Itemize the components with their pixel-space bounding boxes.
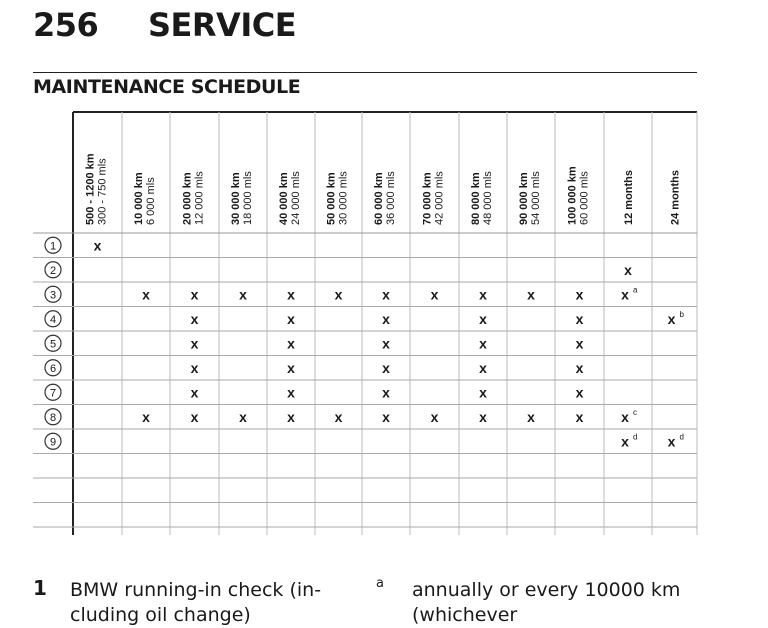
schedule-footnote-ref: d: [633, 432, 638, 442]
schedule-mark: x: [575, 310, 584, 327]
row-number-label: 9: [49, 436, 57, 449]
column-header-km: 80 000 km: [470, 172, 482, 225]
column-header-mls: 36 000 mls: [385, 171, 397, 225]
schedule-footnote-ref: b: [679, 309, 684, 319]
schedule-mark: x: [142, 408, 150, 425]
schedule-mark: x: [190, 359, 199, 376]
schedule-mark: x: [239, 286, 247, 303]
column-header-km: 90 000 km: [518, 172, 530, 225]
column-header-mls: 60 000 mls: [578, 171, 591, 225]
column-header-km: 40 000 km: [278, 172, 290, 225]
schedule-mark: x: [287, 359, 295, 376]
schedule-footnote-ref: a: [633, 285, 638, 295]
schedule-mark: x: [287, 335, 295, 352]
schedule-mark: x: [479, 408, 487, 425]
schedule-mark: x: [621, 433, 629, 450]
schedule-mark: x: [575, 384, 584, 401]
schedule-mark: x: [287, 310, 295, 327]
schedule-mark: x: [190, 335, 199, 352]
column-header-mls: 48 000 mls: [482, 171, 494, 225]
schedule-mark: x: [575, 335, 584, 352]
schedule-mark: x: [575, 286, 584, 303]
column-header-km: 20 000 km: [181, 172, 194, 225]
schedule-mark: x: [621, 408, 629, 425]
schedule-mark: x: [527, 408, 535, 425]
schedule-mark: x: [479, 335, 487, 352]
footnote-item-number: 1: [33, 576, 47, 600]
row-number-label: 7: [49, 387, 57, 400]
schedule-mark: x: [621, 286, 629, 303]
schedule-footnote-ref: c: [633, 407, 637, 417]
column-header-km: 500 - 1200 km: [84, 153, 97, 225]
column-header-mls: 30 000 mls: [337, 171, 350, 225]
column-header-mls: 54 000 mls: [530, 171, 542, 225]
schedule-mark: x: [479, 310, 487, 327]
schedule-mark: x: [334, 408, 343, 425]
page-title: SERVICE: [148, 6, 297, 44]
schedule-mark: x: [142, 286, 150, 303]
schedule-mark: x: [479, 286, 487, 303]
schedule-mark: x: [479, 359, 487, 376]
schedule-mark: x: [190, 286, 199, 303]
column-header-km: 60 000 km: [373, 172, 385, 225]
schedule-mark: x: [287, 286, 295, 303]
footnote-item-text: BMW running-in check (in-cluding oil change): [70, 579, 322, 626]
schedule-mark: x: [430, 286, 439, 303]
column-header-km: 24 months: [669, 169, 682, 225]
footnote-letter: a: [376, 576, 384, 591]
schedule-mark: x: [239, 408, 247, 425]
schedule-mark: x: [575, 408, 584, 425]
schedule-mark: x: [575, 359, 584, 376]
column-header-mls: 12 000 mls: [193, 171, 206, 225]
column-header-km: 30 000 km: [230, 172, 242, 225]
column-header-mls: 6 000 mls: [145, 177, 157, 225]
schedule-mark: x: [430, 408, 439, 425]
column-header-mls: 24 000 mls: [290, 171, 302, 225]
column-header-km: 100 000 km: [566, 166, 579, 225]
column-header-km: 12 months: [623, 169, 635, 225]
row-number-label: 3: [49, 289, 57, 302]
schedule-mark: x: [667, 310, 676, 327]
column-header-mls: 42 000 mls: [433, 171, 446, 225]
row-number-label: 8: [49, 411, 57, 424]
schedule-mark: x: [382, 310, 390, 327]
schedule-mark: x: [382, 359, 390, 376]
schedule-mark: x: [382, 408, 390, 425]
schedule-mark: x: [479, 384, 487, 401]
row-number-label: 4: [49, 313, 57, 326]
section-title: MAINTENANCE SCHEDULE: [33, 76, 301, 98]
row-number-label: 6: [49, 362, 57, 375]
schedule-mark: x: [624, 261, 632, 278]
column-header-km: 50 000 km: [325, 172, 338, 225]
row-number-label: 2: [49, 264, 57, 277]
column-header-km: 70 000 km: [421, 172, 434, 225]
column-header-km: 10 000 km: [133, 172, 145, 225]
column-header-mls: 300 - 750 mls: [96, 158, 109, 225]
schedule-mark: x: [382, 335, 390, 352]
row-number-label: 1: [49, 240, 57, 253]
schedule-mark: x: [190, 408, 199, 425]
column-header-mls: 18 000 mls: [242, 171, 254, 225]
schedule-footnote-ref: d: [679, 432, 684, 442]
schedule-mark: x: [287, 384, 295, 401]
schedule-mark: x: [667, 433, 676, 450]
schedule-mark: x: [527, 286, 535, 303]
schedule-mark: x: [382, 384, 390, 401]
schedule-mark: x: [190, 310, 199, 327]
schedule-mark: x: [287, 408, 295, 425]
schedule-mark: x: [190, 384, 199, 401]
page-number: 256: [33, 6, 99, 44]
schedule-mark: x: [334, 286, 343, 303]
footnote-letter-text: annually or every 10000 km (whichever: [412, 579, 681, 626]
row-number-label: 5: [49, 338, 57, 351]
schedule-mark: x: [382, 286, 390, 303]
schedule-mark: x: [93, 237, 102, 254]
